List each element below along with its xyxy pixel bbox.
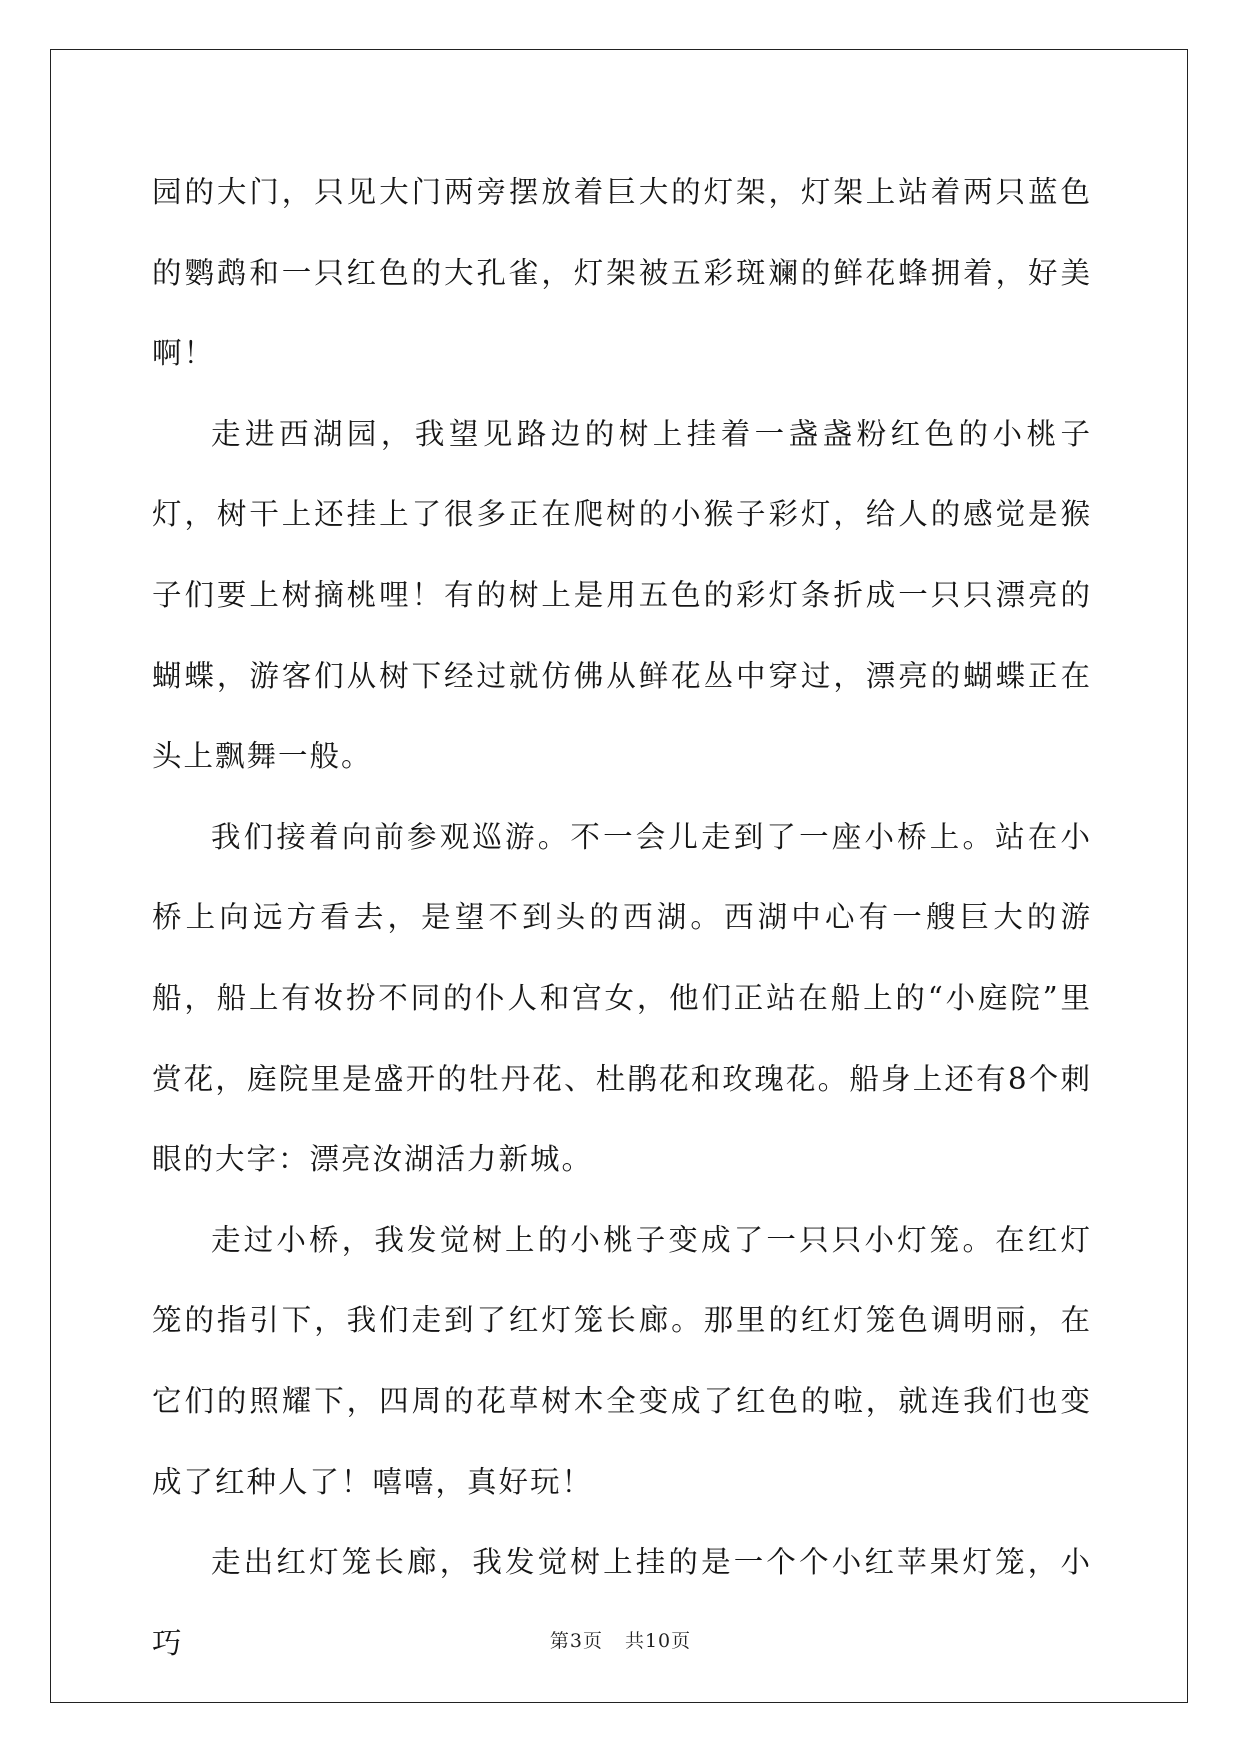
paragraph-2: 走进西湖园，我望见路边的树上挂着一盏盏粉红色的小桃子灯，树干上还挂上了很多正在爬树的小猴子彩灯，给人的感觉是猴子们要上树摘桃哩！有的树上是用五色的彩灯条折成一只只漂亮的蝴蝶，游客们从树下经过就仿佛从鲜花丛中穿过，漂亮的蝴蝶正在头上飘舞一般。 [152,416,1092,774]
paragraph-4: 走过小桥，我发觉树上的小桃子变成了一只只小灯笼。在红灯笼的指引下，我们走到了红灯笼长廊。那里的红灯笼色调明丽，在它们的照耀下，四周的花草树木全变成了红色的啦，就连我们也变成了红种人了！嘻嘻，真好玩！ [152,1222,1092,1499]
paragraph-5: 走出红灯笼长廊，我发觉树上挂的是一个个小红苹果灯笼，小巧 [152,1545,1092,1660]
document-body [152,152,1092,1683]
paragraph-1: 园的大门，只见大门两旁摆放着巨大的灯架，灯架上站着两只蓝色的鹦鹉和一只红色的大孔雀，灯架被五彩斑斓的鲜花蜂拥着，好美啊！ [152,175,1092,371]
page-footer [0,1626,1241,1653]
page-number: 第3页 [549,1630,603,1652]
total-pages: 共10页 [624,1630,692,1652]
paragraph-3: 我们接着向前参观巡游。不一会儿走到了一座小桥上。站在小桥上向远方看去，是望不到头的西湖。西湖中心有一艘巨大的游船，船上有妆扮不同的仆人和宫女，他们正站在船上的“小庭院”里赏花，庭院里是盛开的牡丹花、杜鹃花和玫瑰花。船身上还有8个刺眼的大字：漂亮汝湖活力新城。 [152,819,1092,1177]
